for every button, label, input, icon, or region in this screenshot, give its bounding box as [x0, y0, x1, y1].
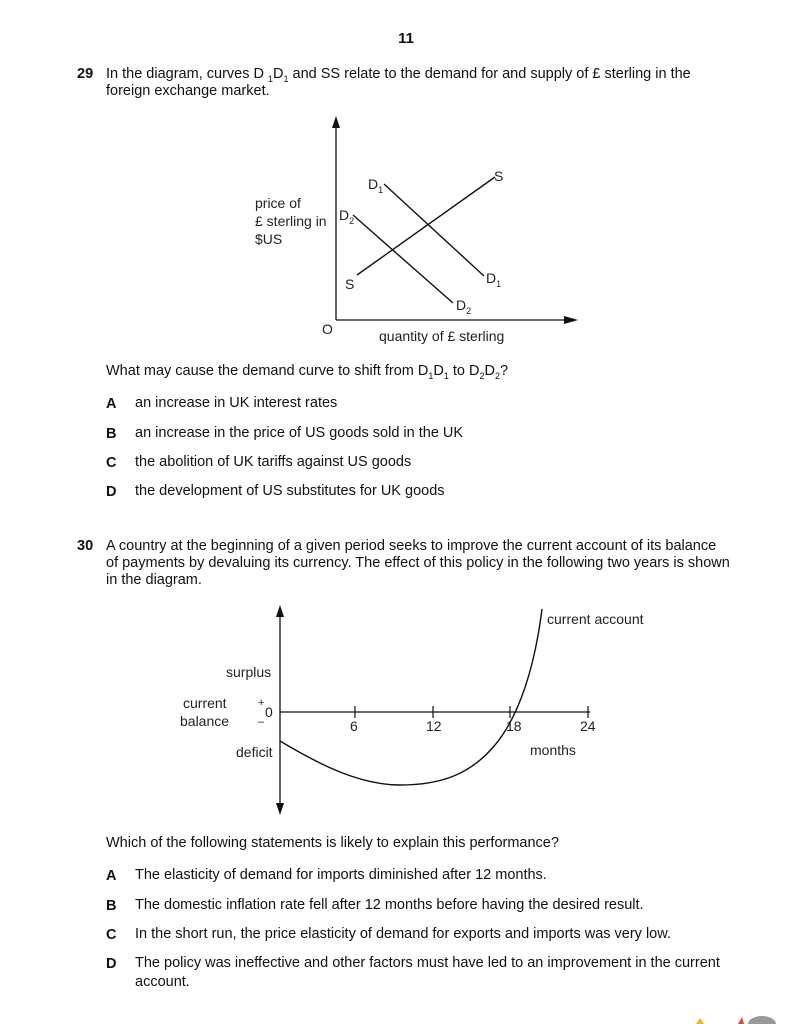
- q30-option-a-text[interactable]: The elasticity of demand for imports diminished after 12 months.: [135, 867, 547, 883]
- q29-option-d-text[interactable]: the development of US substitutes for UK goods: [135, 483, 445, 499]
- x-axis-arrow: [564, 316, 578, 324]
- vertical-axis-arrow-down: [276, 803, 284, 815]
- label-s-top: S: [494, 168, 504, 184]
- question-30-number: 30: [77, 538, 94, 554]
- q29-subscript: 2: [495, 370, 501, 381]
- q29-text-part: D: [273, 66, 284, 82]
- demand-curve-d1: [384, 184, 484, 276]
- q30-option-a-letter[interactable]: A: [106, 868, 117, 884]
- q29-option-b-text[interactable]: an increase in the price of US goods sold in the UK: [135, 425, 464, 441]
- question-29-prompt: [106, 363, 508, 385]
- q29-option-b-letter[interactable]: B: [106, 426, 117, 442]
- corner-decoration-icon: [690, 1012, 780, 1024]
- tick-label-6: 6: [350, 718, 358, 734]
- surplus-label: surplus: [226, 664, 272, 680]
- question-29-number: 29: [77, 66, 94, 82]
- question-30-text-line2: of payments by devaluing its currency. The effect of this policy in the following two years is shown: [106, 555, 730, 571]
- label-d1-bottom: $D_1$: [486, 270, 502, 289]
- label-d2-bottom: $D_2$: [456, 297, 472, 316]
- question-30-text-line1: A country at the beginning of a given period seeks to improve the current account of its balance: [106, 538, 717, 554]
- q29-subscript: 1: [283, 73, 289, 84]
- current-account-diagram: [0, 595, 812, 825]
- q30-option-d-text[interactable]: The policy was ineffective and other factors must have led to an improvement in the current: [135, 955, 720, 971]
- q29-option-a-text[interactable]: an increase in UK interest rates: [135, 395, 338, 411]
- vertical-axis-arrow-up: [276, 605, 284, 617]
- supply-demand-diagram: [0, 100, 812, 350]
- question-30-prompt: Which of the following statements is likely to explain this performance?: [106, 835, 559, 851]
- current-account-curve: [280, 609, 542, 785]
- q30-option-b-letter[interactable]: B: [106, 898, 117, 914]
- question-29-text-line2: foreign exchange market.: [106, 83, 270, 99]
- q29-prompt-part: What may cause the demand curve to shift from D: [106, 363, 429, 379]
- tick-label-24: 24: [580, 718, 596, 734]
- plus-sign: +: [258, 697, 265, 709]
- q29-text-part: and SS relate to the demand for and supply of £ sterling in the: [288, 66, 691, 82]
- q29-subscript: 2: [479, 370, 485, 381]
- minus-sign: –: [258, 716, 265, 728]
- q29-subscript: 1: [428, 370, 434, 381]
- q29-prompt-part: D: [484, 363, 495, 379]
- x-axis-label: quantity of £ sterling: [379, 328, 505, 344]
- q29-option-c-text[interactable]: the abolition of UK tariffs against US goods: [135, 454, 412, 470]
- zero-label: 0: [265, 704, 273, 720]
- q30-option-b-text[interactable]: The domestic inflation rate fell after 12 months before having the desired result.: [135, 897, 644, 913]
- y-axis-label-line2: £ sterling in: [255, 213, 327, 229]
- q29-prompt-part: to D: [448, 363, 480, 379]
- q30-option-c-text[interactable]: In the short run, the price elasticity of demand for exports and imports was very low.: [135, 926, 671, 942]
- q29-prompt-part: ?: [500, 363, 509, 379]
- y-axis-arrow: [332, 116, 340, 128]
- demand-curve-d2: [353, 215, 453, 303]
- label-d2-top: $D_2$: [339, 207, 355, 226]
- label-s-bottom: S: [345, 276, 355, 292]
- q29-option-a-letter[interactable]: A: [106, 396, 117, 412]
- tick-label-12: 12: [426, 718, 442, 734]
- q29-option-c-letter[interactable]: C: [106, 455, 117, 471]
- curve-label: current account: [547, 611, 644, 627]
- x-axis-label: months: [530, 742, 576, 758]
- y-axis-label-line1: current: [183, 695, 227, 711]
- deficit-label: deficit: [236, 744, 273, 760]
- y-axis-label-line3: $US: [255, 231, 283, 247]
- y-axis-label-line1: price of: [255, 195, 301, 211]
- origin-label: O: [322, 321, 333, 337]
- y-axis-label-line2: balance: [180, 713, 230, 729]
- q29-subscript: 1: [268, 73, 274, 84]
- q29-subscript: 1: [443, 370, 449, 381]
- q30-option-d-text-line2[interactable]: account.: [135, 974, 190, 990]
- q29-prompt-part: D: [433, 363, 444, 379]
- q30-option-d-letter[interactable]: D: [106, 956, 117, 972]
- question-30-text-line3: in the diagram.: [106, 572, 202, 588]
- page-number: 11: [398, 30, 414, 47]
- q30-option-c-letter[interactable]: C: [106, 927, 117, 943]
- label-d1-top: $D_1$: [368, 176, 384, 195]
- q29-text-part: In the diagram, curves D: [106, 66, 264, 82]
- tick-label-18: 18: [506, 718, 522, 734]
- q29-option-d-letter[interactable]: D: [106, 484, 117, 500]
